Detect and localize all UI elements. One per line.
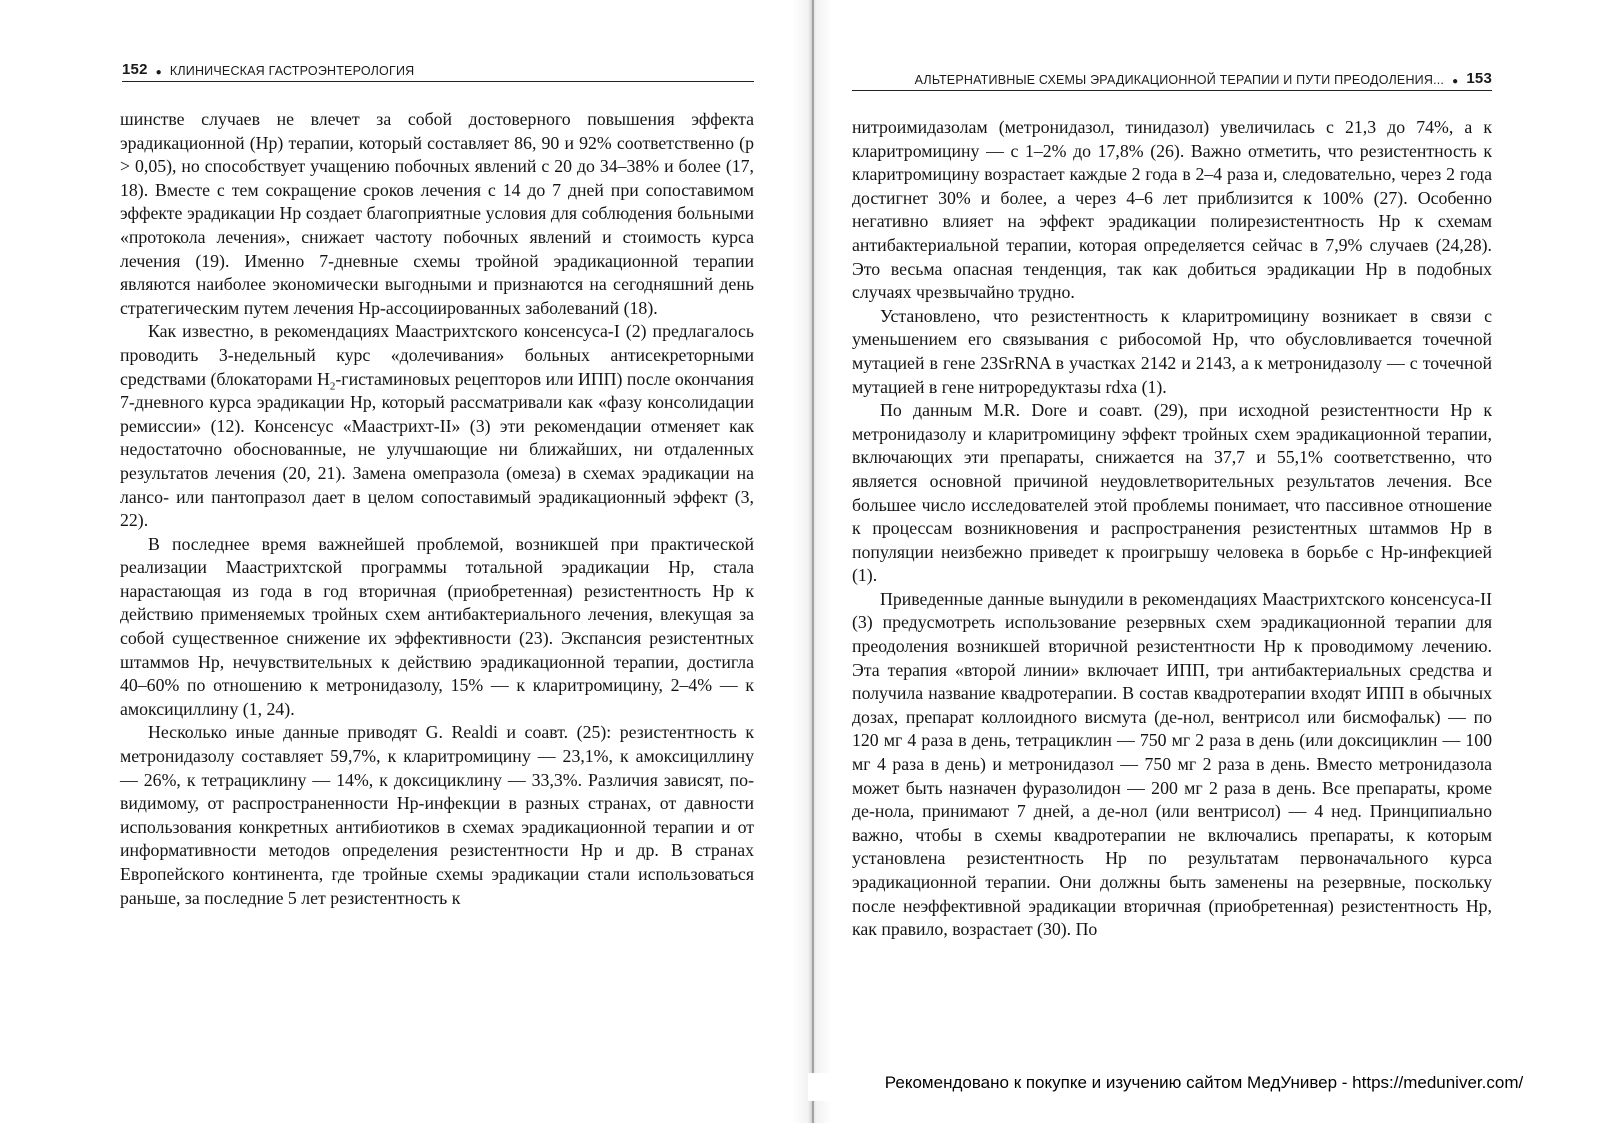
text-span: Как известно, в рекомендациях Маастрихтского консенсуса-I (2) предлагалось проводить 3-недельный курс «долечивания» больных антисекреторными средствами (блокаторами Н	[120, 321, 754, 389]
paragraph: Несколько иные данные приводят G. Realdi и соавт. (25): резистентность к метронидазолу составляет 59,7%, к кларитромицину — 23,1%, к амоксициллину — 26%, к тетрациклину — 14%, к доксициклину — 33,3%. Различия зависят, по-видимому, от распространенности Нр-инфекции в разных странах, от давности использования конкретных антибиотиков в схемах эрадикационной терапии и от информативности методов определения резистентности Нр и др. В странах Европейского континента, где тройные схемы эрадикации стали использоваться раньше, за последние 5 лет резистентность к	[120, 722, 754, 908]
bullet-separator: ●	[155, 67, 162, 78]
paragraph: шинстве случаев не влечет за собой достоверного повышения эффекта эрадикационной (Нр) терапии, который составляет 86, 90 и 92% соответственно (р > 0,05), но способствует учащению побочных явлений с 20 до 34–38% и более (17, 18). Вместе с тем сокращение сроков лечения с 14 до 7 дней при сопоставимом эффекте эрадикации Нр создает благоприятные условия для соблюдения больными «протокола лечения», снижает частоту побочных явлений и стоимость курса лечения (19). Именно 7-дневные схемы тройной эрадикационной терапии являются наиболее экономически выгодными и признаются на сегодняшний день стратегическим путем лечения Нр-ассоциированных заболеваний (18).	[120, 109, 754, 318]
paragraph: Приведенные данные вынудили в рекомендациях Маастрихтского консенсуса-II (3) предусмотреть использование резервных схем эрадикационной терапии для преодоления возникшей вторичной резистентности Нр к проводимому лечению. Эта терапия «второй линии» включает ИПП, три антибактериальных средства и получила название квадротерапии. В состав квадротерапии входят ИПП в обычных дозах, препарат коллоидного висмута (де-нол, вентрисол или бисмофальк) — по 120 мг 4 раза в день, тетрациклин — 750 мг 2 раза в день (или доксициклин — 100 мг 4 раза в день) и метронидазол — 750 мг 2 раза в день. Вместо метронидазола может быть назначен фуразолидон — 200 мг 2 раза в день. Все препараты, кроме де-нола, принимают 7 дней, а де-нол (или вентрисол) — 4 нед. Принципиально важно, чтобы в схемы квадротерапии не включались препараты, к которым установлена резистентность Нр по результатам первоначального курса эрадикационной терапии. Они должны быть заменены на резервные, поскольку после неэффективной эрадикации вторичная (приобретенная) резистентность Нр, как правило, возрастает (30). По	[852, 588, 1492, 940]
bullet-separator: ●	[1452, 76, 1459, 87]
paragraph: Установлено, что резистентность к кларитромицину возникает в связи с уменьшением его связывания с рибосомой Нр, что обусловливается точечной мутацией в гене 23SrRNA в участках 2142 и 2143, а к метронидазолу — с точечной мутацией в гене нитроредуктазы rdxa (1).	[852, 305, 1492, 397]
watermark-footer-text: Рекомендовано к покупке и изучению сайтом МедУнивер - https://meduniver.com/	[808, 1073, 1600, 1101]
left-running-title: КЛИНИЧЕСКАЯ ГАСТРОЭНТЕРОЛОГИЯ	[169, 64, 415, 78]
right-running-title: АЛЬТЕРНАТИВНЫЕ СХЕМЫ ЭРАДИКАЦИОННОЙ ТЕРАПИИ И ПУТИ ПРЕОДОЛЕНИЯ...	[914, 73, 1445, 87]
text-span: -гистаминовых рецепторов или ИПП) после окончания 7-дневного курса эрадикации Нр, который рассматривали как «фазу консолидации ремиссии» (12). Консенсус «Маастрихт-II» (3) эти рекомендации отменяет как недостаточно обоснованные, не улучшающие ни ближайших, ни отдаленных результатов лечения (20, 21). Замена омепразола (омеза) в схемах эрадикации на лансо- или пантопразол дает в целом сопоставимый эрадикационный эффект (3, 22).	[120, 368, 754, 531]
left-body-text	[120, 108, 754, 910]
right-page	[808, 0, 1600, 1123]
right-body-text	[852, 116, 1492, 942]
paragraph: В последнее время важнейшей проблемой, возникшей при практической реализации Маастрихтской программы тотальной эрадикации Нр, стала нарастающая из года в год вторичная (приобретенная) резистентность Нр к действию применяемых тройных схем антибактериального лечения, влекущая за собой существенное снижение их эффективности (23). Экспансия резистентных штаммов Нр, нечувствительных к действию эрадикационной терапии, достигла 40–60% по отношению к метронидазолу, 15% — к кларитромицину, 2–4% — к амоксициллину (1, 24).	[120, 533, 754, 719]
paragraph	[120, 320, 754, 532]
left-running-head	[122, 54, 754, 82]
paragraph: нитроимидазолам (метронидазол, тинидазол) увеличилась с 21,3 до 74%, а к кларитромицину — с 1–2% до 17,8% (26). Важно отметить, что резистентность к кларитромицину возрастает каждые 2 года в 2–4 раза и, следовательно, через 2 года достигнет 30% и более, а через 4–6 лет приблизится к 100% (27). Особенно негативно влияет на эффект эрадикации полирезистентность Нр к схемам антибактериальной терапии, которая определяется сейчас в 7,9% случаев (24,28). Это весьма опасная тенденция, так как добиться эрадикации Нр в подобных случаях чрезвычайно трудно.	[852, 117, 1492, 303]
right-running-head	[852, 63, 1492, 91]
right-page-number: 153	[1466, 70, 1492, 87]
left-page-number: 152	[122, 61, 148, 78]
subscript: 2	[329, 380, 336, 393]
paragraph: По данным M.R. Dore и соавт. (29), при исходной резистентности Нр к метронидазолу и кларитромицину эффект тройных схем эрадикационной терапии, включающих эти препараты, снижается на 37,7 и 55,1% соответственно, что является основной причиной неудовлетворительных результатов лечения. Все большее число исследователей этой проблемы понимает, что пассивное отношение к процессам возникновения и распространения резистентных штаммов Нр в популяции неизбежно приведет к проигрышу человека в борьбе с Нр-инфекцией (1).	[852, 400, 1492, 586]
